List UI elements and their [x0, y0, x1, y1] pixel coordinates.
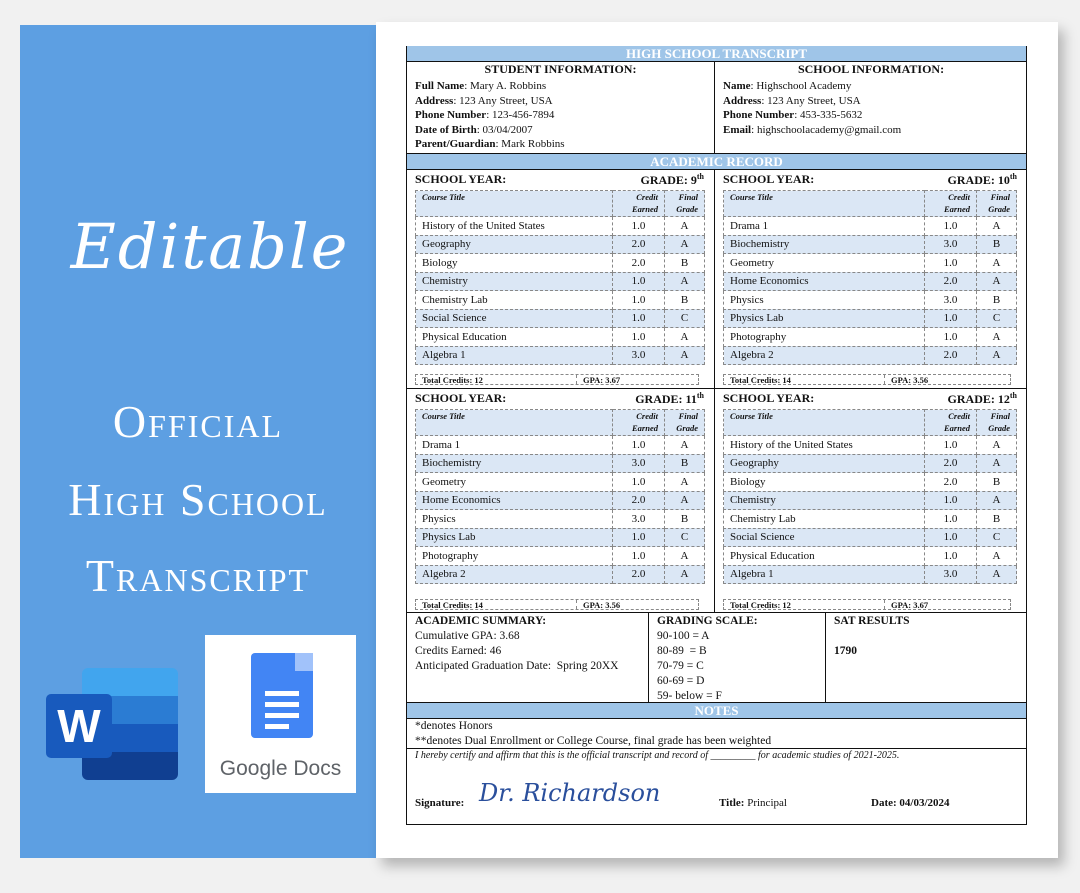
final-grade: A: [977, 436, 1017, 455]
final-grade: A: [977, 217, 1017, 236]
field-value: Mark Robbins: [501, 138, 565, 150]
header-credit-earned: Credit Earned: [613, 410, 665, 436]
header-course-title: Course Title: [416, 410, 613, 436]
note: *denotes Honors: [415, 720, 493, 732]
school-year-block: [715, 170, 1027, 389]
course-row: [416, 272, 705, 291]
course-row: [724, 291, 1017, 310]
credit-earned: 1.0: [613, 272, 665, 291]
field-label: Date of Birth: [415, 123, 477, 136]
credit-earned: 1.0: [613, 473, 665, 492]
grading-line: 59- below = F: [657, 690, 722, 702]
summary-line: Cumulative GPA: 3.68: [415, 630, 520, 642]
course-table: [723, 190, 1017, 365]
final-grade: A: [665, 436, 705, 455]
course-row: [416, 491, 705, 510]
grade-label: GRADE: 9th: [640, 172, 704, 187]
school-year-label: SCHOOL YEAR:: [415, 391, 507, 405]
course-title: Biology: [724, 473, 925, 492]
credit-earned: 2.0: [613, 491, 665, 510]
header-final-grade: Final Grade: [977, 191, 1017, 217]
final-grade: A: [977, 547, 1017, 566]
school-year-label: SCHOOL YEAR:: [723, 172, 815, 186]
credit-earned: 1.0: [613, 547, 665, 566]
course-title: Physical Education: [724, 547, 925, 566]
course-title: Chemistry Lab: [724, 510, 925, 529]
signature-image: Dr. Richardson: [479, 779, 661, 807]
sat-heading: SAT RESULTS: [834, 615, 910, 627]
course-title: Physical Education: [416, 328, 613, 347]
total-credits: Total Credits: 12: [422, 375, 483, 385]
credit-earned: 2.0: [925, 272, 977, 291]
course-title: Geometry: [416, 473, 613, 492]
course-row: [724, 510, 1017, 529]
field-label: Name: [723, 80, 751, 92]
credit-earned: 1.0: [925, 309, 977, 328]
final-grade: A: [665, 547, 705, 566]
final-grade: A: [665, 491, 705, 510]
final-grade: A: [665, 473, 705, 492]
credit-earned: 2.0: [613, 235, 665, 254]
course-row: [416, 436, 705, 455]
course-title: Photography: [416, 547, 613, 566]
final-grade: A: [665, 235, 705, 254]
promo-line-1: Official: [112, 396, 284, 447]
final-grade: A: [665, 328, 705, 347]
course-title: Drama 1: [416, 436, 613, 455]
final-grade: B: [977, 291, 1017, 310]
school-year-block: [407, 170, 715, 389]
google-docs-logo: [205, 635, 356, 793]
credit-earned: 1.0: [613, 291, 665, 310]
school-field: Phone Number: 453-335-5632: [723, 109, 863, 121]
credit-earned: 1.0: [925, 217, 977, 236]
header-final-grade: Final Grade: [977, 410, 1017, 436]
field-value: highschoolacademy@gmail.com: [756, 123, 902, 136]
course-title: Physics Lab: [724, 309, 925, 328]
header-credit-earned: Credit Earned: [925, 191, 977, 217]
signature-date: Date: 04/03/2024: [871, 797, 950, 809]
field-value: Highschool Academy: [756, 80, 852, 92]
promo-line-2: High School: [68, 474, 328, 525]
school-info-heading: SCHOOL INFORMATION:: [797, 62, 945, 76]
signature-label: Signature:: [415, 797, 465, 809]
course-row: [416, 473, 705, 492]
final-grade: A: [977, 565, 1017, 584]
credit-earned: 3.0: [613, 346, 665, 365]
course-title: History of the United States: [416, 217, 613, 236]
course-row: [416, 346, 705, 365]
credit-earned: 1.0: [613, 328, 665, 347]
field-label: Address: [723, 94, 762, 107]
course-row: [416, 454, 705, 473]
title-value: Principal: [747, 797, 787, 809]
course-title: Social Science: [416, 309, 613, 328]
credit-earned: 1.0: [613, 436, 665, 455]
credit-earned: 1.0: [925, 528, 977, 547]
course-row: [724, 309, 1017, 328]
credit-earned: 1.0: [925, 510, 977, 529]
final-grade: A: [977, 254, 1017, 273]
credit-earned: 2.0: [925, 473, 977, 492]
course-table: [415, 409, 705, 584]
field-value: 123 Any Street, USA: [459, 94, 553, 107]
course-title: Biology: [416, 254, 613, 273]
final-grade: A: [665, 565, 705, 584]
course-title: Biochemistry: [416, 454, 613, 473]
credit-earned: 3.0: [925, 235, 977, 254]
credit-earned: 1.0: [925, 328, 977, 347]
year-gpa: GPA: 3.67: [576, 375, 620, 384]
credit-earned: 1.0: [613, 309, 665, 328]
credit-earned: 3.0: [925, 291, 977, 310]
field-value: Mary A. Robbins: [470, 80, 547, 92]
course-row: [724, 328, 1017, 347]
course-row: [416, 328, 705, 347]
word-logo-icon: W: [46, 668, 178, 783]
student-field: Date of Birth: 03/04/2007: [415, 123, 533, 136]
header-course-title: Course Title: [416, 191, 613, 217]
school-field: Name: Highschool Academy: [723, 80, 852, 92]
field-label: Full Name: [415, 80, 465, 92]
final-grade: C: [665, 528, 705, 547]
course-title: Photography: [724, 328, 925, 347]
course-row: [416, 309, 705, 328]
final-grade: B: [665, 254, 705, 273]
header-final-grade: Final Grade: [665, 410, 705, 436]
student-info: [407, 62, 715, 154]
field-value: 123-456-7894: [492, 109, 555, 121]
field-label: Address: [415, 94, 454, 107]
academic-summary: [407, 613, 649, 702]
field-value: 123 Any Street, USA: [767, 94, 861, 107]
school-info: [715, 62, 1027, 154]
course-title: Chemistry Lab: [416, 291, 613, 310]
course-row: [724, 528, 1017, 547]
credit-earned: 1.0: [613, 528, 665, 547]
final-grade: B: [977, 510, 1017, 529]
header-final-grade: Final Grade: [665, 191, 705, 217]
course-row: [724, 235, 1017, 254]
credit-earned: 1.0: [925, 491, 977, 510]
course-title: Algebra 1: [724, 565, 925, 584]
course-title: Geography: [724, 454, 925, 473]
course-row: [724, 547, 1017, 566]
course-title: Algebra 1: [416, 346, 613, 365]
student-field: Address: 123 Any Street, USA: [415, 94, 553, 107]
course-title: Home Economics: [416, 491, 613, 510]
academic-record-title: ACADEMIC RECORD: [407, 153, 1026, 170]
google-docs-icon: [251, 653, 313, 738]
header-credit-earned: Credit Earned: [613, 191, 665, 217]
student-field: Parent/Guardian: Mark Robbins: [415, 138, 565, 150]
sat-results: [826, 613, 1026, 702]
summary-line: Credits Earned: 46: [415, 645, 502, 657]
student-field: Full Name: Mary A. Robbins: [415, 80, 547, 92]
final-grade: A: [977, 491, 1017, 510]
school-year-block: [715, 389, 1027, 613]
field-label: Email: [723, 123, 752, 136]
header-course-title: Course Title: [724, 191, 925, 217]
course-row: [416, 235, 705, 254]
credit-earned: 2.0: [613, 254, 665, 273]
credit-earned: 2.0: [925, 454, 977, 473]
final-grade: B: [665, 510, 705, 529]
course-title: Drama 1: [724, 217, 925, 236]
course-row: [416, 565, 705, 584]
final-grade: C: [665, 309, 705, 328]
course-row: [724, 473, 1017, 492]
certification-text: I hereby certify and affirm that this is the official transcript and record of _________ for academic studies of 2021-2025.: [415, 750, 900, 761]
grade-label: GRADE: 11th: [635, 391, 704, 406]
course-row: [724, 254, 1017, 273]
promo-line-3: Transcript: [85, 550, 311, 601]
field-label: Phone Number: [415, 109, 487, 121]
final-grade: A: [977, 272, 1017, 291]
year-totals: [415, 599, 699, 610]
final-grade: A: [977, 346, 1017, 365]
transcript-title: HIGH SCHOOL TRANSCRIPT: [407, 46, 1026, 62]
year-totals: [415, 374, 699, 385]
summary-heading: ACADEMIC SUMMARY:: [415, 615, 547, 627]
note: **denotes Dual Enrollment or College Course, final grade has been weighted: [415, 735, 772, 747]
final-grade: A: [665, 272, 705, 291]
promo-panel: [20, 25, 376, 858]
year-gpa: GPA: 3.67: [884, 600, 928, 609]
course-row: [724, 217, 1017, 236]
total-credits: Total Credits: 14: [730, 375, 791, 385]
field-label: Parent/Guardian: [415, 138, 496, 150]
course-table: [415, 190, 705, 365]
final-grade: C: [977, 309, 1017, 328]
course-title: History of the United States: [724, 436, 925, 455]
course-row: [416, 528, 705, 547]
course-row: [416, 217, 705, 236]
grade-label: GRADE: 12th: [947, 391, 1017, 406]
title-label: Title:: [719, 797, 745, 809]
credit-earned: 2.0: [613, 565, 665, 584]
sat-score: 1790: [834, 645, 857, 657]
final-grade: A: [665, 217, 705, 236]
school-year-block: [407, 389, 715, 613]
total-credits: Total Credits: 14: [422, 600, 483, 610]
credit-earned: 3.0: [613, 510, 665, 529]
course-title: Geography: [416, 235, 613, 254]
credit-earned: 3.0: [613, 454, 665, 473]
field-value: 453-335-5632: [800, 109, 863, 121]
course-row: [724, 272, 1017, 291]
year-gpa: GPA: 3.56: [884, 375, 928, 384]
notes-title: NOTES: [407, 702, 1026, 719]
course-row: [416, 254, 705, 273]
course-row: [416, 547, 705, 566]
transcript: [406, 46, 1027, 825]
notes: [407, 718, 1026, 749]
course-title: Physics: [416, 510, 613, 529]
total-credits: Total Credits: 12: [730, 600, 791, 610]
credit-earned: 1.0: [925, 547, 977, 566]
grading-line: 80-89 = B: [657, 645, 707, 657]
field-label: Phone Number: [723, 109, 795, 121]
final-grade: B: [977, 473, 1017, 492]
course-title: Algebra 2: [416, 565, 613, 584]
course-title: Social Science: [724, 528, 925, 547]
final-grade: A: [977, 454, 1017, 473]
grading-heading: GRADING SCALE:: [657, 615, 758, 627]
field-value: 03/04/2007: [482, 123, 533, 136]
final-grade: B: [665, 291, 705, 310]
grade-label: GRADE: 10th: [947, 172, 1017, 187]
final-grade: A: [977, 328, 1017, 347]
editable-heading: Editable: [70, 210, 350, 283]
final-grade: A: [665, 346, 705, 365]
course-row: [416, 510, 705, 529]
grading-line: 70-79 = C: [657, 660, 704, 672]
final-grade: B: [665, 454, 705, 473]
grading-scale: [649, 613, 826, 702]
course-row: [724, 491, 1017, 510]
course-title: Home Economics: [724, 272, 925, 291]
credit-earned: 1.0: [613, 217, 665, 236]
summary-line: Anticipated Graduation Date: Spring 20XX: [415, 660, 619, 672]
course-title: Chemistry: [416, 272, 613, 291]
course-title: Biochemistry: [724, 235, 925, 254]
course-table: [723, 409, 1017, 584]
school-field: Address: 123 Any Street, USA: [723, 94, 861, 107]
course-title: Algebra 2: [724, 346, 925, 365]
year-totals: [723, 374, 1011, 385]
course-title: Geometry: [724, 254, 925, 273]
school-year-label: SCHOOL YEAR:: [415, 172, 507, 186]
course-title: Physics Lab: [416, 528, 613, 547]
final-grade: C: [977, 528, 1017, 547]
course-row: [416, 291, 705, 310]
credit-earned: 1.0: [925, 254, 977, 273]
course-title: Chemistry: [724, 491, 925, 510]
header-credit-earned: Credit Earned: [925, 410, 977, 436]
final-grade: B: [977, 235, 1017, 254]
header-course-title: Course Title: [724, 410, 925, 436]
course-row: [724, 454, 1017, 473]
credit-earned: 1.0: [925, 436, 977, 455]
year-gpa: GPA: 3.56: [576, 600, 620, 609]
google-docs-label: Google Docs: [219, 757, 342, 780]
grading-line: 60-69 = D: [657, 675, 705, 687]
course-title: Physics: [724, 291, 925, 310]
credit-earned: 2.0: [925, 346, 977, 365]
grading-line: 90-100 = A: [657, 630, 710, 642]
student-field: Phone Number: 123-456-7894: [415, 109, 555, 121]
course-row: [724, 565, 1017, 584]
year-totals: [723, 599, 1011, 610]
course-row: [724, 436, 1017, 455]
student-info-heading: STUDENT INFORMATION:: [484, 62, 637, 76]
school-field: Email: highschoolacademy@gmail.com: [723, 123, 902, 136]
course-row: [724, 346, 1017, 365]
credit-earned: 3.0: [925, 565, 977, 584]
school-year-label: SCHOOL YEAR:: [723, 391, 815, 405]
